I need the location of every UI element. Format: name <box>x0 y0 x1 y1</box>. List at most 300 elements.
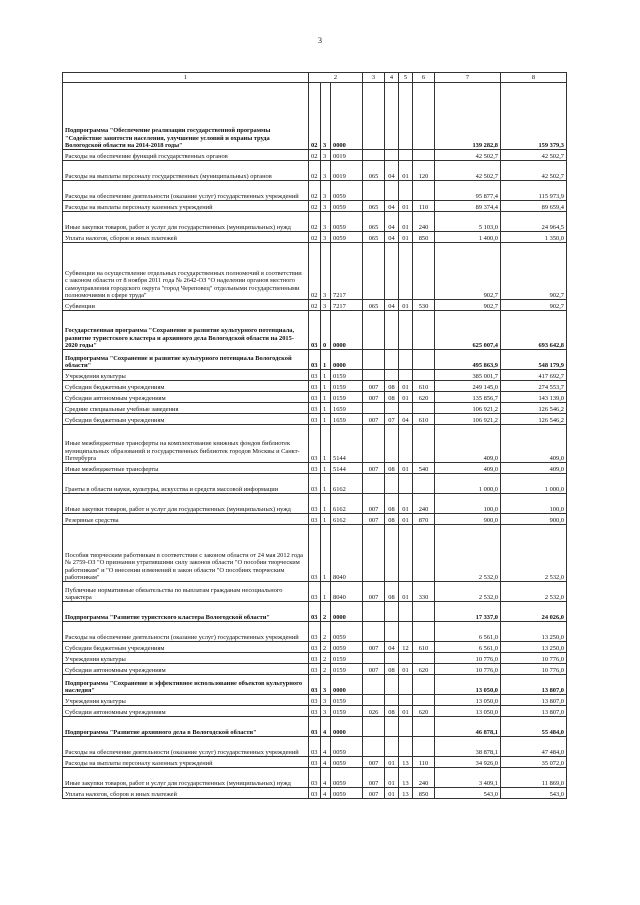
code-subsection-id <box>399 622 413 642</box>
code-item: 0000 <box>331 675 363 695</box>
row-name: Субсидии автономным учреждениям <box>63 706 309 717</box>
code-ministry <box>363 181 385 201</box>
value-2015: 1 400,0 <box>435 232 501 243</box>
code-section-id: 08 <box>385 381 399 392</box>
code-subsection: 4 <box>321 768 331 788</box>
code-section-id <box>385 311 399 350</box>
code-expense-type <box>413 653 435 664</box>
value-2016: 13 807,0 <box>501 675 567 695</box>
value-2016: 543,0 <box>501 788 567 799</box>
code-section: 03 <box>309 717 321 737</box>
code-ministry <box>363 350 385 370</box>
code-subsection-id <box>399 350 413 370</box>
code-item: 0159 <box>331 664 363 675</box>
value-2015: 409,0 <box>435 463 501 474</box>
code-subsection-id <box>399 653 413 664</box>
code-subsection-id: 01 <box>399 300 413 311</box>
code-subsection: 0 <box>321 311 331 350</box>
code-expense-type <box>413 350 435 370</box>
code-subsection-id <box>399 181 413 201</box>
value-2015: 13 050,0 <box>435 706 501 717</box>
code-section-id <box>385 737 399 757</box>
row-name: Расходы на выплаты персоналу государственных (муниципальных) органов <box>63 161 309 181</box>
code-subsection-id <box>399 695 413 706</box>
code-section: 03 <box>309 737 321 757</box>
value-2016: 13 807,0 <box>501 706 567 717</box>
code-section: 02 <box>309 300 321 311</box>
code-expense-type <box>413 622 435 642</box>
code-section-id <box>385 425 399 463</box>
code-item: 7217 <box>331 300 363 311</box>
code-expense-type: 610 <box>413 381 435 392</box>
code-section-id: 04 <box>385 300 399 311</box>
code-section-id <box>385 622 399 642</box>
value-2016: 89 659,4 <box>501 201 567 212</box>
code-subsection: 3 <box>321 150 331 161</box>
code-section-id <box>385 181 399 201</box>
code-section-id <box>385 525 399 582</box>
row-name: Субвенции на осуществление отдельных государственных полномочий в соответствии с законом области от 8 ноября 2011 года № 2642-ОЗ "О наделении органов местного самоуправления городского округа "город Череповец" отдельными государственными полномочиями в сфере труда" <box>63 243 309 300</box>
code-ministry: 007 <box>363 788 385 799</box>
code-item: 6162 <box>331 514 363 525</box>
value-2016: 900,0 <box>501 514 567 525</box>
table-row <box>63 181 567 201</box>
table-row <box>63 311 567 350</box>
code-ministry: 007 <box>363 514 385 525</box>
value-2016: 42 502,7 <box>501 161 567 181</box>
header-cell: 5 <box>399 73 413 83</box>
row-name: Учреждения культуры <box>63 370 309 381</box>
code-item: 0000 <box>331 83 363 150</box>
code-subsection-id: 01 <box>399 514 413 525</box>
code-subsection: 2 <box>321 664 331 675</box>
code-section: 02 <box>309 150 321 161</box>
code-ministry <box>363 717 385 737</box>
value-2016: 35 072,0 <box>501 757 567 768</box>
row-name: Подпрограмма "Развитие туристского кластера Вологодской области" <box>63 602 309 622</box>
value-2015: 38 878,1 <box>435 737 501 757</box>
code-subsection-id: 01 <box>399 201 413 212</box>
code-expense-type <box>413 243 435 300</box>
value-2015: 13 050,0 <box>435 675 501 695</box>
code-subsection-id <box>399 602 413 622</box>
code-subsection-id: 01 <box>399 582 413 602</box>
code-subsection-id: 13 <box>399 788 413 799</box>
value-2016: 409,0 <box>501 463 567 474</box>
code-section: 03 <box>309 622 321 642</box>
code-subsection: 1 <box>321 582 331 602</box>
code-ministry <box>363 622 385 642</box>
value-2015: 95 877,4 <box>435 181 501 201</box>
code-item: 0059 <box>331 201 363 212</box>
code-item: 1659 <box>331 403 363 414</box>
code-expense-type: 530 <box>413 300 435 311</box>
code-subsection: 3 <box>321 181 331 201</box>
value-2015: 135 856,7 <box>435 392 501 403</box>
table-row <box>63 788 567 799</box>
code-subsection: 2 <box>321 653 331 664</box>
row-name: Государственная программа "Сохранение и развитие культурного потенциала, развитие туристского кластера и архивного дела Вологодской области на 2015-2020 годы" <box>63 311 309 350</box>
code-expense-type: 620 <box>413 706 435 717</box>
value-2015: 625 007,4 <box>435 311 501 350</box>
code-item: 8040 <box>331 525 363 582</box>
row-name: Иные межбюджетные трансферты <box>63 463 309 474</box>
row-name: Подпрограмма "Сохранение и развитие культурного потенциала Вологодской области" <box>63 350 309 370</box>
code-expense-type: 240 <box>413 212 435 232</box>
code-ministry: 007 <box>363 768 385 788</box>
code-section: 03 <box>309 474 321 494</box>
code-subsection: 1 <box>321 403 331 414</box>
table-row <box>63 622 567 642</box>
table-row <box>63 232 567 243</box>
row-name: Субсидии бюджетным учреждениям <box>63 642 309 653</box>
code-section: 03 <box>309 768 321 788</box>
code-ministry <box>363 675 385 695</box>
table-row <box>63 300 567 311</box>
code-ministry: 007 <box>363 494 385 514</box>
value-2016: 10 776,0 <box>501 653 567 664</box>
code-expense-type: 240 <box>413 494 435 514</box>
row-name: Уплата налогов, сборов и иных платежей <box>63 788 309 799</box>
code-section: 02 <box>309 83 321 150</box>
code-section-id: 08 <box>385 706 399 717</box>
code-ministry: 007 <box>363 381 385 392</box>
code-ministry: 065 <box>363 232 385 243</box>
table-row <box>63 494 567 514</box>
value-2016: 417 692,7 <box>501 370 567 381</box>
code-subsection-id <box>399 243 413 300</box>
code-section-id: 04 <box>385 201 399 212</box>
code-item: 6162 <box>331 494 363 514</box>
code-ministry <box>363 311 385 350</box>
value-2015: 106 921,2 <box>435 414 501 425</box>
code-subsection-id: 01 <box>399 494 413 514</box>
code-item: 1659 <box>331 414 363 425</box>
code-subsection: 4 <box>321 737 331 757</box>
code-section: 03 <box>309 642 321 653</box>
code-section: 03 <box>309 381 321 392</box>
row-name: Субсидии бюджетным учреждениям <box>63 414 309 425</box>
code-ministry <box>363 370 385 381</box>
value-2016: 159 379,3 <box>501 83 567 150</box>
code-item: 0159 <box>331 381 363 392</box>
code-section: 02 <box>309 243 321 300</box>
code-section-id <box>385 675 399 695</box>
code-item: 0019 <box>331 150 363 161</box>
value-2016: 902,7 <box>501 243 567 300</box>
code-subsection-id <box>399 474 413 494</box>
code-item: 0000 <box>331 350 363 370</box>
code-subsection: 2 <box>321 602 331 622</box>
code-item: 7217 <box>331 243 363 300</box>
code-expense-type: 240 <box>413 768 435 788</box>
code-section-id <box>385 695 399 706</box>
row-name: Субсидии автономным учреждениям <box>63 664 309 675</box>
row-name: Пособия творческим работникам в соответствии с законом области от 24 мая 2012 года № 2759-ОЗ "О признании утратившими силу законов области "О пособии творческим работникам" и "О внесении изменений в закон области "О пособиях творческим работникам" <box>63 525 309 582</box>
header-cell: 1 <box>63 73 309 83</box>
code-item: 0059 <box>331 788 363 799</box>
header-cell: 7 <box>435 73 501 83</box>
code-expense-type: 850 <box>413 788 435 799</box>
value-2015: 902,7 <box>435 300 501 311</box>
row-name: Расходы на обеспечение функций государственных органов <box>63 150 309 161</box>
code-item: 0059 <box>331 757 363 768</box>
code-subsection: 1 <box>321 425 331 463</box>
code-section-id: 08 <box>385 664 399 675</box>
code-expense-type: 870 <box>413 514 435 525</box>
code-subsection: 1 <box>321 381 331 392</box>
code-item: 0159 <box>331 653 363 664</box>
code-subsection-id <box>399 83 413 150</box>
code-expense-type: 110 <box>413 757 435 768</box>
code-section: 03 <box>309 602 321 622</box>
table-row <box>63 474 567 494</box>
value-2016: 409,0 <box>501 425 567 463</box>
table-row <box>63 463 567 474</box>
code-subsection-id: 04 <box>399 414 413 425</box>
table-row <box>63 706 567 717</box>
code-subsection-id: 13 <box>399 757 413 768</box>
code-section-id <box>385 653 399 664</box>
code-section: 03 <box>309 582 321 602</box>
code-subsection: 1 <box>321 392 331 403</box>
value-2016: 13 807,0 <box>501 695 567 706</box>
code-section-id: 07 <box>385 414 399 425</box>
value-2015: 139 282,8 <box>435 83 501 150</box>
code-expense-type: 610 <box>413 642 435 653</box>
code-expense-type <box>413 311 435 350</box>
code-ministry: 007 <box>363 392 385 403</box>
code-section: 03 <box>309 706 321 717</box>
code-expense-type <box>413 150 435 161</box>
row-name: Расходы на обеспечение деятельности (оказание услуг) государственных учреждений <box>63 737 309 757</box>
value-2016: 1 000,0 <box>501 474 567 494</box>
row-name: Подпрограмма "Развитие архивного дела в Вологодской области" <box>63 717 309 737</box>
code-section: 03 <box>309 414 321 425</box>
code-expense-type: 540 <box>413 463 435 474</box>
value-2016: 13 250,0 <box>501 622 567 642</box>
value-2016: 11 869,0 <box>501 768 567 788</box>
row-name: Иные межбюджетные трансферты на комплектование книжных фондов библиотек муниципальных образований и государственных библиотек городов Москвы и Санкт-Петербурга <box>63 425 309 463</box>
page-number: 3 <box>318 36 322 45</box>
code-subsection: 1 <box>321 525 331 582</box>
table-row <box>63 675 567 695</box>
code-expense-type <box>413 181 435 201</box>
value-2015: 10 776,0 <box>435 664 501 675</box>
value-2015: 46 878,1 <box>435 717 501 737</box>
row-name: Расходы на выплаты персоналу казенных учреждений <box>63 757 309 768</box>
code-item: 0000 <box>331 602 363 622</box>
header-cell: 8 <box>501 73 567 83</box>
value-2015: 17 337,0 <box>435 602 501 622</box>
code-section-id: 08 <box>385 582 399 602</box>
value-2015: 902,7 <box>435 243 501 300</box>
code-item: 5144 <box>331 425 363 463</box>
code-expense-type: 610 <box>413 414 435 425</box>
code-subsection-id <box>399 311 413 350</box>
code-item: 0059 <box>331 181 363 201</box>
code-section-id: 04 <box>385 212 399 232</box>
table-row <box>63 350 567 370</box>
value-2015: 900,0 <box>435 514 501 525</box>
code-section: 03 <box>309 403 321 414</box>
code-subsection: 1 <box>321 414 331 425</box>
code-section: 02 <box>309 161 321 181</box>
code-subsection: 3 <box>321 695 331 706</box>
code-section-id <box>385 83 399 150</box>
code-ministry: 007 <box>363 757 385 768</box>
table-row <box>63 525 567 582</box>
table-row <box>63 642 567 653</box>
code-subsection: 4 <box>321 757 331 768</box>
code-item: 0059 <box>331 212 363 232</box>
value-2016: 42 502,7 <box>501 150 567 161</box>
value-2015: 5 103,0 <box>435 212 501 232</box>
code-expense-type: 620 <box>413 392 435 403</box>
code-section: 02 <box>309 212 321 232</box>
code-section: 02 <box>309 232 321 243</box>
code-item: 0159 <box>331 370 363 381</box>
value-2015: 409,0 <box>435 425 501 463</box>
code-ministry <box>363 83 385 150</box>
code-section: 03 <box>309 653 321 664</box>
value-2016: 126 546,2 <box>501 403 567 414</box>
code-section: 03 <box>309 392 321 403</box>
table-row <box>63 695 567 706</box>
code-expense-type <box>413 83 435 150</box>
code-subsection: 1 <box>321 474 331 494</box>
header-cell: 6 <box>413 73 435 83</box>
code-section: 03 <box>309 664 321 675</box>
code-subsection-id <box>399 370 413 381</box>
code-subsection: 1 <box>321 463 331 474</box>
row-name: Публичные нормативные обязательства по выплатам гражданам несоциального характера <box>63 582 309 602</box>
code-ministry: 065 <box>363 201 385 212</box>
row-name: Уплата налогов, сборов и иных платежей <box>63 232 309 243</box>
code-ministry: 065 <box>363 212 385 232</box>
code-subsection: 3 <box>321 706 331 717</box>
value-2015: 249 145,0 <box>435 381 501 392</box>
value-2015: 495 863,9 <box>435 350 501 370</box>
value-2015: 2 532,0 <box>435 525 501 582</box>
value-2015: 89 374,4 <box>435 201 501 212</box>
row-name: Средние специальные учебные заведения <box>63 403 309 414</box>
code-ministry <box>363 243 385 300</box>
code-expense-type <box>413 370 435 381</box>
code-subsection: 3 <box>321 83 331 150</box>
row-name: Субвенции <box>63 300 309 311</box>
code-subsection-id: 01 <box>399 212 413 232</box>
code-section: 02 <box>309 181 321 201</box>
table-row <box>63 768 567 788</box>
code-subsection: 3 <box>321 161 331 181</box>
value-2016: 1 350,0 <box>501 232 567 243</box>
code-section: 03 <box>309 311 321 350</box>
code-subsection-id <box>399 150 413 161</box>
value-2016: 115 973,9 <box>501 181 567 201</box>
value-2015: 3 409,1 <box>435 768 501 788</box>
code-subsection-id: 01 <box>399 392 413 403</box>
table-row <box>63 370 567 381</box>
code-subsection-id: 01 <box>399 381 413 392</box>
code-subsection: 2 <box>321 642 331 653</box>
table-row <box>63 243 567 300</box>
table-row <box>63 414 567 425</box>
table-row <box>63 83 567 150</box>
row-name: Субсидии автономным учреждениям <box>63 392 309 403</box>
value-2016: 47 484,0 <box>501 737 567 757</box>
code-ministry: 065 <box>363 300 385 311</box>
code-ministry <box>363 653 385 664</box>
code-section-id <box>385 243 399 300</box>
table-row <box>63 582 567 602</box>
table-row <box>63 514 567 525</box>
code-subsection: 1 <box>321 514 331 525</box>
row-name: Резервные средства <box>63 514 309 525</box>
code-subsection-id <box>399 675 413 695</box>
code-expense-type <box>413 525 435 582</box>
table-header-row <box>63 73 567 83</box>
code-subsection: 2 <box>321 622 331 642</box>
table-row <box>63 150 567 161</box>
code-item: 0000 <box>331 311 363 350</box>
code-ministry <box>363 403 385 414</box>
code-section-id: 01 <box>385 768 399 788</box>
table-row <box>63 403 567 414</box>
table-row <box>63 602 567 622</box>
code-expense-type: 120 <box>413 161 435 181</box>
code-subsection: 4 <box>321 788 331 799</box>
value-2015: 1 000,0 <box>435 474 501 494</box>
value-2015: 10 776,0 <box>435 653 501 664</box>
code-section-id <box>385 403 399 414</box>
code-expense-type: 850 <box>413 232 435 243</box>
row-name: Учреждения культуры <box>63 695 309 706</box>
value-2015: 6 561,0 <box>435 622 501 642</box>
code-section: 03 <box>309 675 321 695</box>
row-name: Подпрограмма "Обеспечение реализации государственной программы "Содействие занятости населения, улучшение условий и охраны труда Вологодской области на 2014-2018 годы" <box>63 83 309 150</box>
code-section-id <box>385 602 399 622</box>
code-item: 0059 <box>331 642 363 653</box>
value-2015: 34 926,0 <box>435 757 501 768</box>
header-cell: 4 <box>385 73 399 83</box>
code-expense-type <box>413 675 435 695</box>
code-section-id: 01 <box>385 757 399 768</box>
code-section-id <box>385 474 399 494</box>
code-subsection: 3 <box>321 232 331 243</box>
code-item: 0159 <box>331 392 363 403</box>
code-section: 03 <box>309 788 321 799</box>
value-2016: 55 484,0 <box>501 717 567 737</box>
value-2015: 6 561,0 <box>435 642 501 653</box>
code-section: 03 <box>309 494 321 514</box>
code-section-id: 08 <box>385 514 399 525</box>
code-subsection-id: 01 <box>399 706 413 717</box>
table-row <box>63 381 567 392</box>
code-expense-type <box>413 737 435 757</box>
value-2015: 13 050,0 <box>435 695 501 706</box>
code-section-id: 08 <box>385 463 399 474</box>
value-2016: 902,7 <box>501 300 567 311</box>
table-row <box>63 212 567 232</box>
code-subsection-id: 12 <box>399 642 413 653</box>
code-subsection-id <box>399 403 413 414</box>
value-2016: 693 642,8 <box>501 311 567 350</box>
value-2015: 42 502,7 <box>435 161 501 181</box>
code-ministry: 007 <box>363 582 385 602</box>
code-item: 6162 <box>331 474 363 494</box>
code-section-id: 08 <box>385 494 399 514</box>
